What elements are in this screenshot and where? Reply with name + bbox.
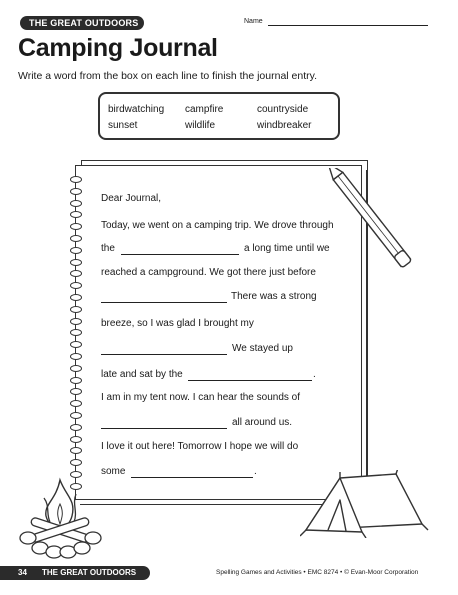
journal-line-11-start: some bbox=[101, 466, 126, 477]
spiral-ring bbox=[70, 400, 82, 407]
footer-bar bbox=[0, 566, 150, 580]
spiral-ring bbox=[70, 235, 82, 242]
spiral-ring bbox=[70, 211, 82, 218]
spiral-ring bbox=[70, 270, 82, 277]
journal-line-6-end: We stayed up bbox=[232, 343, 293, 354]
spiral-ring bbox=[70, 294, 82, 301]
spiral-ring bbox=[70, 318, 82, 325]
spiral-ring bbox=[70, 329, 82, 336]
spiral-ring bbox=[70, 188, 82, 195]
spiral-ring bbox=[70, 353, 82, 360]
spiral-ring bbox=[70, 200, 82, 207]
spiral-ring bbox=[70, 388, 82, 395]
blank-3[interactable] bbox=[101, 354, 227, 355]
blank-1[interactable] bbox=[121, 254, 239, 255]
page-number: 34 bbox=[18, 568, 27, 577]
name-field[interactable] bbox=[268, 25, 428, 26]
blank-2[interactable] bbox=[101, 302, 227, 303]
journal-line-3: reached a campground. We got there just before bbox=[101, 267, 316, 278]
pencil-icon bbox=[326, 168, 416, 288]
word-birdwatching: birdwatching bbox=[108, 104, 165, 115]
journal-line-11-end: . bbox=[254, 466, 257, 477]
spiral-ring bbox=[70, 377, 82, 384]
spiral-ring bbox=[70, 436, 82, 443]
spiral-ring bbox=[70, 223, 82, 230]
word-campfire: campfire bbox=[185, 104, 224, 115]
word-sunset: sunset bbox=[108, 120, 138, 131]
section-badge-label: THE GREAT OUTDOORS bbox=[29, 18, 139, 28]
spiral-ring bbox=[70, 412, 82, 419]
spiral-ring bbox=[70, 447, 82, 454]
blank-4[interactable] bbox=[188, 380, 312, 381]
spiral-ring bbox=[70, 306, 82, 313]
spiral-ring bbox=[70, 282, 82, 289]
spiral-ring bbox=[70, 365, 82, 372]
journal-notebook bbox=[75, 165, 362, 500]
spiral-ring bbox=[70, 459, 82, 466]
tent-icon bbox=[300, 470, 430, 538]
spiral-ring bbox=[70, 259, 82, 266]
word-countryside: countryside bbox=[257, 104, 309, 115]
word-wildlife: wildlife bbox=[185, 120, 216, 131]
journal-line-10: I love it out here! Tomorrow I hope we will do bbox=[101, 441, 299, 452]
journal-line-8: I am in my tent now. I can hear the sounds of bbox=[101, 392, 300, 403]
spiral-ring bbox=[70, 424, 82, 431]
instructions: Write a word from the box on each line to finish the journal entry. bbox=[18, 70, 318, 82]
section-badge bbox=[20, 16, 144, 30]
journal-greeting: Dear Journal, bbox=[101, 193, 162, 204]
campfire-icon bbox=[16, 470, 104, 560]
journal-line-7-start: late and sat by the bbox=[101, 369, 183, 380]
journal-line-9-end: all around us. bbox=[232, 417, 293, 428]
spiral-ring bbox=[70, 176, 82, 183]
journal-line-2-start: the bbox=[101, 243, 115, 254]
journal-line-7-end: . bbox=[313, 369, 316, 380]
word-box bbox=[98, 92, 340, 140]
journal-line-1: Today, we went on a camping trip. We drove through bbox=[101, 220, 334, 231]
word-windbreaker: windbreaker bbox=[257, 120, 312, 131]
page-title: Camping Journal bbox=[18, 34, 218, 62]
spiral-ring bbox=[70, 341, 82, 348]
footer-section: THE GREAT OUTDOORS bbox=[42, 568, 137, 577]
blank-5[interactable] bbox=[101, 428, 227, 429]
blank-6[interactable] bbox=[131, 477, 253, 478]
spiral-ring bbox=[70, 247, 82, 254]
name-label: Name bbox=[244, 18, 263, 25]
journal-line-4-end: There was a strong bbox=[231, 291, 317, 302]
journal-line-2-end: a long time until we bbox=[244, 243, 330, 254]
journal-line-5: breeze, so I was glad I brought my bbox=[101, 318, 254, 329]
footer-credit: Spelling Games and Activities • EMC 8274 • © Evan-Moor Corporation bbox=[216, 569, 419, 576]
